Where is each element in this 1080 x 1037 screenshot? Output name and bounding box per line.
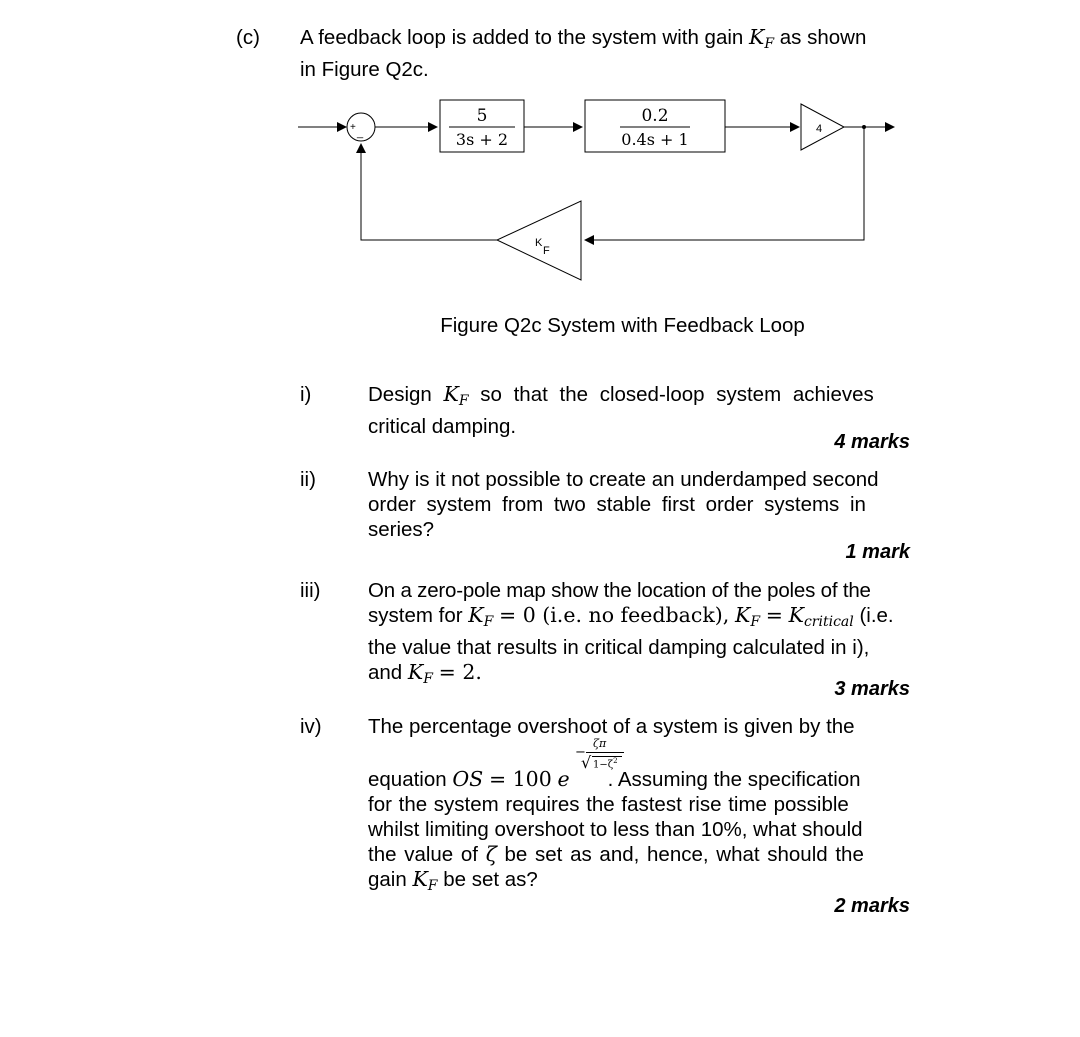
- block-diagram: [0, 0, 1080, 300]
- question-i-label: i): [300, 383, 312, 406]
- question-iii-line4: and $K_F = 2$.: [368, 660, 482, 687]
- question-i-line1: Design $K_F$ so that the closed-loop system achieves: [368, 382, 874, 409]
- question-iv-label: iv): [300, 715, 322, 738]
- question-iv-line3: for the system requires the fastest rise time possible: [368, 793, 849, 816]
- sum-minus-sign: _: [357, 127, 364, 139]
- part-intro-line2: in Figure Q2c.: [300, 58, 429, 81]
- question-iv-line5: the value of ζ be set as and, hence, what should the: [368, 842, 864, 866]
- takeoff-point: [862, 125, 866, 129]
- feedback-path-left: [361, 144, 497, 240]
- figure-caption: Figure Q2c System with Feedback Loop: [440, 314, 805, 337]
- question-iii-line1: On a zero-pole map show the location of the poles of the: [368, 579, 871, 602]
- question-iii-text: [368, 578, 913, 692]
- question-ii-marks: 1 mark: [845, 541, 910, 563]
- question-iv-marks: 2 marks: [834, 895, 910, 917]
- question-i-line2: critical damping.: [368, 415, 517, 438]
- question-iv-text: [368, 767, 913, 899]
- question-ii-line1: Why is it not possible to create an underdamped second: [368, 468, 879, 491]
- forward-gain-block: [801, 104, 844, 150]
- question-iv-line2: equation OS = 100 e . Assuming the specification: [368, 767, 861, 791]
- exponent-numerator: ζπ: [593, 737, 607, 750]
- block1-denominator: 3s + 2: [455, 130, 509, 149]
- feedback-gain-label-sub: F: [543, 245, 550, 257]
- question-iv-line1: The percentage overshoot of a system is given by the: [368, 715, 855, 738]
- sum-plus-sign: +: [350, 122, 356, 133]
- question-iii-marks: 3 marks: [834, 678, 910, 700]
- block1-numerator: 5: [476, 106, 488, 126]
- feedback-gain-label-main: K: [535, 237, 543, 249]
- question-iii-line3: the value that results in critical damping calculated in i),: [368, 636, 870, 659]
- question-ii-text: [368, 467, 910, 542]
- question-iv-line4: whilst limiting overshoot to less than 10%, what should: [368, 818, 863, 841]
- exponent-sqrt: √: [581, 753, 592, 772]
- question-iii-line2: system for $K_F = 0$ (i.e. no feedback), $K_F = K_{critical}$ (i.e.: [368, 603, 894, 630]
- question-ii-label: ii): [300, 468, 316, 491]
- forward-gain-value: 4: [816, 123, 823, 135]
- gain-symbol: $K_F$: [749, 25, 775, 52]
- question-ii-line2: order system from two stable first order systems in: [368, 493, 866, 516]
- exponent-denominator: $1-\zeta^2$: [593, 757, 618, 771]
- part-intro-line1: A feedback loop is added to the system with gain $K_F$ as shown: [300, 25, 867, 52]
- part-label: (c): [236, 26, 260, 49]
- question-iii-label: iii): [300, 579, 321, 602]
- question-ii-line3: series?: [368, 518, 435, 541]
- block2-numerator: 0.2: [641, 106, 669, 126]
- overshoot-exponent: − ζπ √ $1-\zeta^2$: [575, 738, 645, 778]
- block2-denominator: 0.4s + 1: [621, 130, 689, 149]
- question-iv-line6: gain $K_F$ be set as?: [368, 867, 538, 894]
- question-i-marks: 4 marks: [834, 431, 910, 453]
